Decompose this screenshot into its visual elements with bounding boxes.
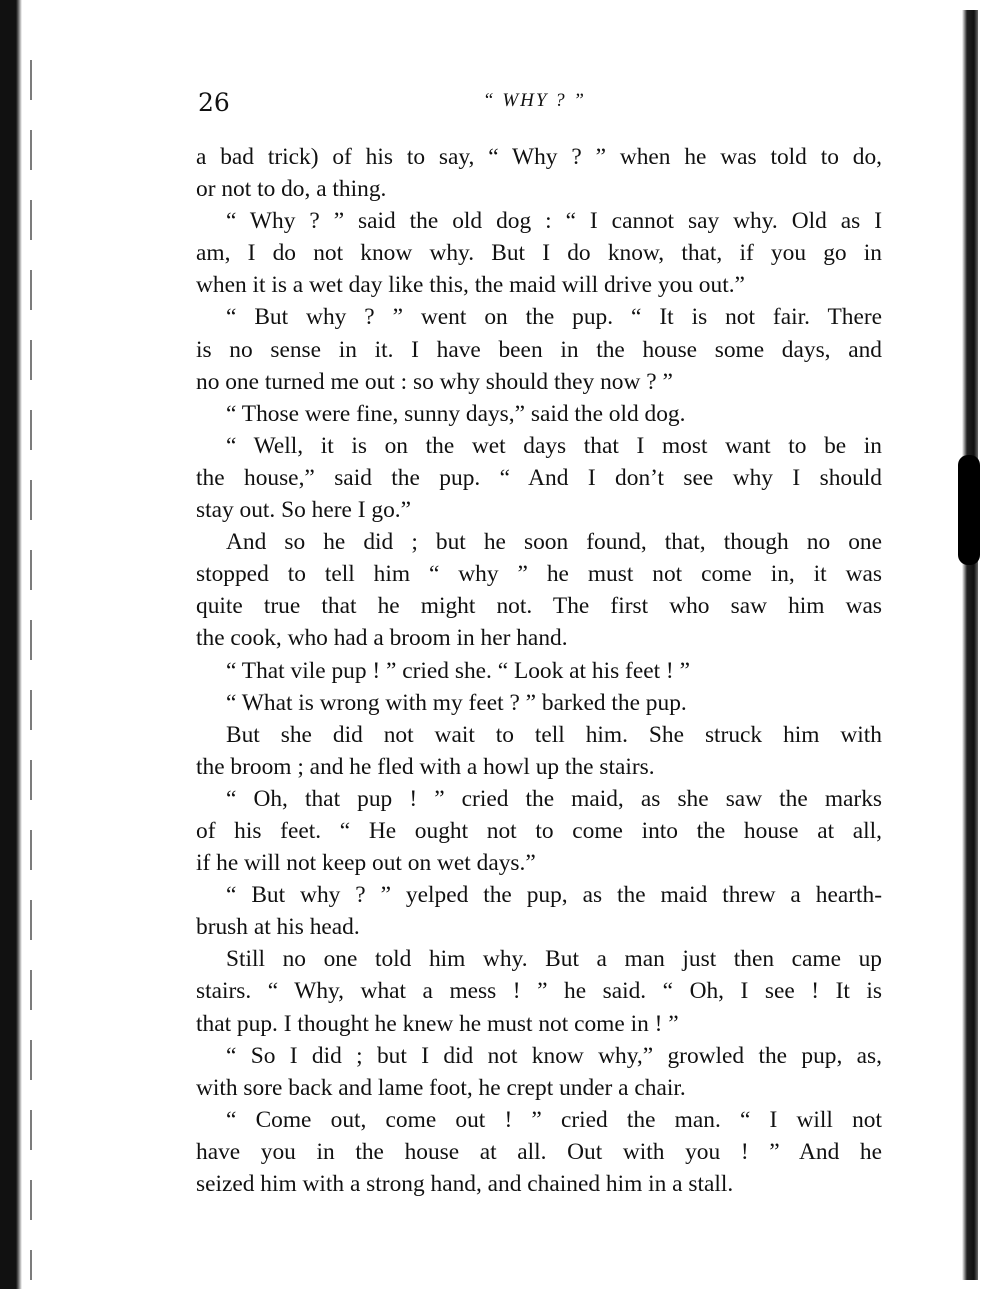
scan-edge-left-line	[30, 60, 32, 1280]
text-line: “ Come out, come out ! ” cried the man. “ I will not	[226, 1106, 882, 1133]
scan-edge-right-bar	[962, 10, 978, 1280]
text-line: quite true that he might not. The first who saw him was	[196, 593, 882, 620]
page-number: 26	[198, 88, 230, 117]
text-line: And so he did ; but he soon found, that, though no one	[226, 529, 882, 556]
text-line: a bad trick) of his to say, “ Why ? ” when he was told to do,	[196, 144, 882, 170]
text-line: “ That vile pup ! ” cried she. “ Look at his feet ! ”	[226, 657, 690, 684]
text-line: is no sense in it. I have been in the house some days, and	[196, 336, 882, 363]
text-line: when it is a wet day like this, the maid will drive you out.”	[196, 272, 745, 299]
text-line: “ Oh, that pup ! ” cried the maid, as she saw the marks	[226, 785, 882, 812]
text-line: stay out. So here I go.”	[196, 497, 412, 524]
text-line: that pup. I thought he knew he must not come in ! ”	[196, 1010, 679, 1037]
text-line: of his feet. “ He ought not to come into the house at all,	[196, 817, 882, 844]
scan-edge-left	[0, 0, 22, 1289]
scan-edge-right-mark	[958, 455, 980, 565]
text-line: “ Well, it is on the wet days that I most want to be in	[226, 432, 882, 459]
text-line: “ But why ? ” went on the pup. “ It is not fair. There	[226, 304, 882, 331]
text-line: no one turned me out : so why should they now ? ”	[196, 368, 673, 395]
text-line: have you in the house at all. Out with you ! ” And he	[196, 1138, 882, 1165]
body-text	[196, 141, 882, 1200]
text-line: brush at his head.	[196, 914, 360, 941]
text-line: “ What is wrong with my feet ? ” barked the pup.	[226, 689, 687, 716]
text-line: “ Why ? ” said the old dog : “ I cannot say why. Old as I	[226, 208, 882, 235]
text-line: am, I do not know why. But I do know, that, if you go in	[196, 240, 882, 267]
text-line: or not to do, a thing.	[196, 176, 387, 203]
text-line: “ But why ? ” yelped the pup, as the maid threw a hearth-	[226, 882, 882, 909]
text-line: “ So I did ; but I did not know why,” growled the pup, as,	[226, 1042, 882, 1069]
text-line: seized him with a strong hand, and chained him in a stall.	[196, 1171, 734, 1197]
text-line: the broom ; and he fled with a howl up the stairs.	[196, 753, 655, 780]
text-line: But she did not wait to tell him. She struck him with	[226, 721, 882, 748]
text-line: the cook, who had a broom in her hand.	[196, 625, 568, 652]
text-line: with sore back and lame foot, he crept under a chair.	[196, 1074, 686, 1101]
text-line: the house,” said the pup. “ And I don’t see why I should	[196, 464, 882, 491]
text-line: stairs. “ Why, what a mess ! ” he said. “ Oh, I see ! It is	[196, 978, 882, 1005]
page-header	[198, 88, 883, 128]
text-line: stopped to tell him “ why ” he must not come in, it was	[196, 561, 882, 588]
running-head: “ WHY ? ”	[483, 90, 586, 111]
text-line: “ Those were fine, sunny days,” said the old dog.	[226, 400, 686, 427]
text-line: Still no one told him why. But a man just then came up	[226, 946, 882, 973]
text-line: if he will not keep out on wet days.”	[196, 850, 536, 877]
